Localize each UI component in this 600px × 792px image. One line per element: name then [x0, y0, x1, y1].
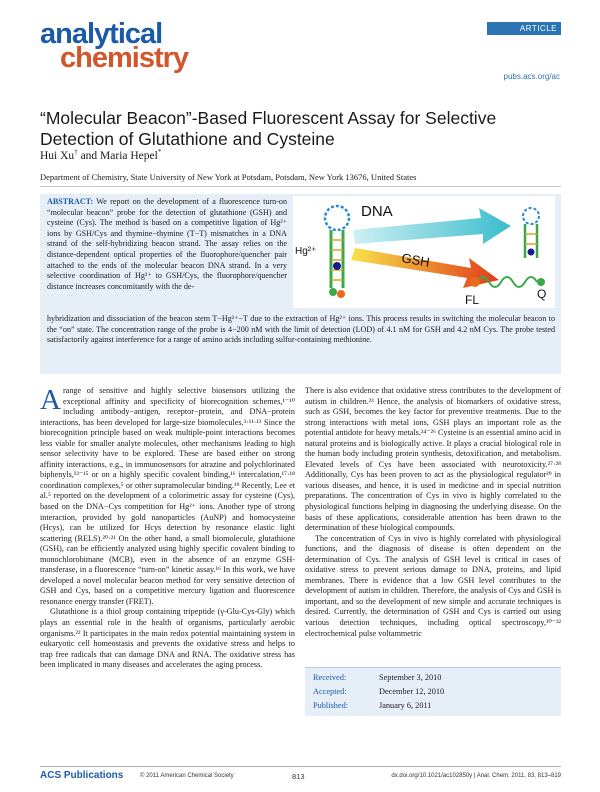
- article-title: “Molecular Beacon”-Based Fluorescent Assay for Selective Detection of Glutathione and Cysteine: [40, 108, 497, 149]
- author-1-mark: †: [74, 148, 78, 157]
- author-2-mark: *: [157, 148, 162, 157]
- toc-label-gsh: GSH: [400, 250, 431, 270]
- footer-divider: [40, 766, 561, 767]
- abstract-text-part1: [47, 197, 287, 292]
- abstract-text-part2: hybridization and dissociation of the beacon stem T−Hg²⁺−T due to the extraction of Hg²⁺ ions. This process results in switching the molecular beacon to the “on” state. The concentration range of the probe is 4−200 nM with the limit of detection (LOD) of 4.1 nM for GSH and 4.2 nM Cys. The probe tested satisfactorily against interference for a range of amino acids including sulfur-containing methionine.: [47, 314, 555, 345]
- date-received: [313, 673, 441, 682]
- toc-graphic: [293, 196, 555, 308]
- date-accepted-value: December 12, 2010: [379, 687, 445, 696]
- date-accepted-label: Accepted:: [313, 687, 347, 696]
- page-number: 813: [292, 772, 305, 781]
- publication-dates: [305, 667, 561, 716]
- journal-url[interactable]: pubs.acs.org/ac: [503, 72, 560, 81]
- date-accepted: [313, 687, 444, 696]
- doi-citation[interactable]: dx.doi.org/10.1021/ac102850y | Anal. Chem. 2011, 83, 813–819: [391, 773, 561, 779]
- acs-publications-logo: ACS Publications: [40, 770, 124, 781]
- abstract-body-1: We report on the development of a fluorescence turn-on “molecular beacon” probe for the detection of glutathione (GSH) and cysteine (Cys). The method is based on a competitive ligation of Hg²⁺ ions by GSH/Cys and thymine−thymine (T−T) mismatches in a DNA strand of the self-hybridizing beacon strand. The assay relies on the distance-dependent optical properties of the fluorophore/quencher pair attached to the ends of the molecular beacon DNA strand. In a very selective coordination of Hg²⁺ to GSH/Cys, the fluorophore/quencher distance increases concomitantly with the de-: [47, 197, 287, 291]
- toc-graphic-svg: [293, 196, 555, 308]
- journal-logo-chemistry: chemistry: [60, 42, 189, 74]
- beacon-closed: [325, 206, 349, 298]
- body-column-right: [305, 386, 561, 639]
- beacon-reformed: [523, 208, 539, 258]
- author-1[interactable]: Hui Xu: [40, 150, 75, 162]
- author-2[interactable]: and Maria Hepel: [77, 150, 158, 162]
- toc-label-hg: Hg²⁺: [295, 246, 317, 257]
- article-badge: ARTICLE: [487, 22, 561, 35]
- date-published-value: January 6, 2011: [379, 701, 432, 710]
- author-list: [40, 150, 161, 162]
- paragraph-1-text: range of sensitive and highly selective biosensors utilizing the exceptional affinity and specificity of biorecognition schemes,¹⁻¹⁰ including antibody−antigen, receptor−protein, and DNA−protein interactions, has been developed for large-size biomolecules.³·¹¹·¹² Since the biorecognition principle based on weak multiple-point interactions becomes less viable for smaller analyte molecules, other mechanisms leading to high sensor selectivity have to be explored. These are based either on strong affinity interactions, e.g., in immunosensors for atrazine and polychlorinated biphenyls,¹³⁻¹⁵ or on a highly specific covalent binding,¹⁶ intercalation,¹⁷·¹⁸ coordination complexes,⁵ or other supramolecular binding.¹⁹ Recently, Lee et al.⁵ reported on the development of a colorimetric assay for cysteine (Cys), based on the DNA−Cys competition for Hg²⁺ ions. Another type of strong interaction, provided by gold nanoparticles (AuNP) and homocysteine (Hcys), can be utilized for Hcys detection by resonance elastic light scattering (RELS).²⁰·²¹ On the other hand, a small biomolecule, glutathione (GSH), can be efficiently analyzed using highly specific covalent binding to monochlorobimane (MCB), even in the absence of an enzyme GSH-transferase, in a fluorescence “turn-on” kinetic assay.¹⁶ In this work, we have developed a novel molecular beacon method for very sensitive detection of GSH and Cys, based on a competitive mercury ligation and fluorescence resonance energy transfer (FRET).: [40, 386, 295, 606]
- paragraph-1: [40, 386, 295, 607]
- toc-label-q: Q: [537, 287, 547, 301]
- copyright: © 2011 American Chemical Society: [140, 773, 234, 779]
- date-published-label: Published:: [313, 701, 349, 710]
- date-published: [313, 701, 431, 710]
- toc-label-dna: DNA: [361, 203, 393, 220]
- header-divider: [40, 186, 561, 187]
- abstract-label: ABSTRACT:: [47, 197, 94, 206]
- date-received-value: September 3, 2010: [379, 673, 442, 682]
- toc-label-fl: FL: [465, 293, 480, 307]
- paragraph-4: The concentration of Cys in vivo is highly correlated with physiological functions, and the diagnosis of disease is often dependent on the determination of Cys. The analysis of GSH level is critical in cases of oxidative stress to prevent serious damage to DNA, proteins, and lipid membranes. There is evidence that a low GSH level contributes to the development of autism in children. Therefore, the analysis of Cys and GSH is important, and so the development of new simple and accurate techniques is desired. Currently, the determination of GSH and Cys is carried out using various detection techniques, including optical spectroscopy,³⁰⁻³² electrochemical pulse voltammetric: [305, 533, 561, 638]
- date-received-label: Received:: [313, 673, 347, 682]
- paragraph-3: There is also evidence that oxidative stress contributes to the development of autism in children.²³ Hence, the analysis of biomarkers of oxidative stress, such as GSH, becomes the key factor for preventive treatments. Due to the strong interactions with metal ions, GSH plays an important role as the potential antidote for heavy metals.²⁴⁻²⁶ Cysteine is an essential amino acid in natural proteins and is biologically active. It plays a crucial biological role in the human body including protein synthesis, detoxification, and metabolism. Elevated levels of Cys have been associated with neurotoxicity.²⁷·²⁸ Additionally, Cys has been proven to act as the physiological regulator²⁹ in various diseases, and hence, it is used in medicine and in special nutrition preparations. The concentration of Cys in vivo is highly correlated to the physiological functions helping in diagnosing the underlying disease. On the basis of these applications, considerable attention has been drawn to the determination of these biological compounds.: [305, 386, 561, 533]
- paragraph-2: Glutathione is a thiol group containing tripeptide (γ-Glu-Cys-Gly) which plays an essential role in the health of organisms, particularly aerobic organisms.²² It participates in the main redox potential maintaining system in eukaryotic cell homeostasis and prevents the oxidative stress and helps to trap free radicals that can damage DNA and RNA. The oxidative stress has been implicated in many diseases and accelerates the aging process.: [40, 607, 295, 670]
- journal-logo-analytical: analytical: [40, 18, 163, 50]
- drop-cap: A: [40, 384, 61, 416]
- body-column-left: [40, 386, 295, 671]
- affiliation: Department of Chemistry, State University of New York at Potsdam, Potsdam, New York 13676, United States: [40, 172, 417, 182]
